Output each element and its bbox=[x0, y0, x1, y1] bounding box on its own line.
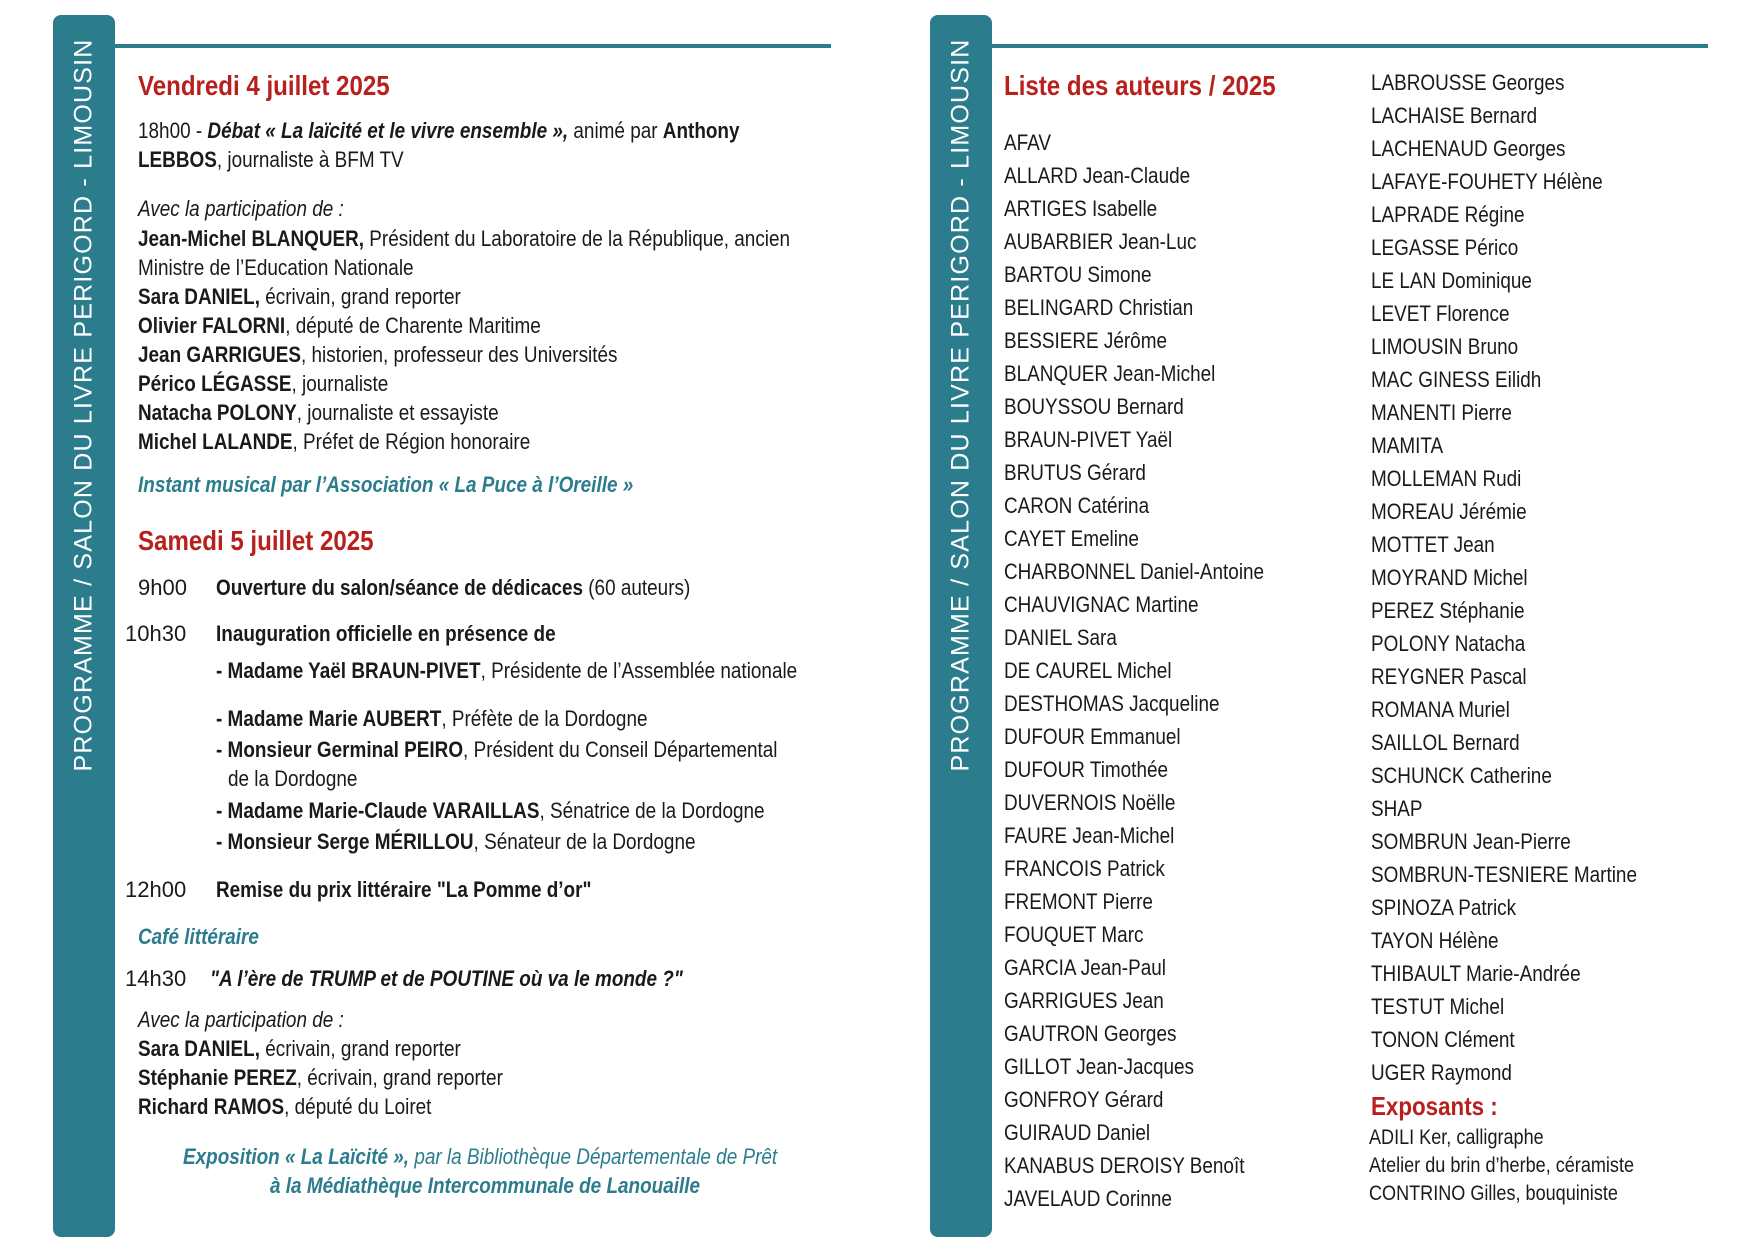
author-name: UGER Raymond bbox=[1371, 1060, 1512, 1085]
opening-line: Ouverture du salon/séance de dédicaces (60 auteurs) bbox=[216, 575, 691, 600]
author-name: JAVELAUD Corinne bbox=[1004, 1186, 1172, 1211]
author-name: SPINOZA Patrick bbox=[1371, 895, 1517, 920]
author-name: GUIRAUD Daniel bbox=[1004, 1120, 1151, 1145]
author-name: CHARBONNEL Daniel-Antoine bbox=[1004, 559, 1265, 584]
participant-line: Jean GARRIGUES, historien, professeur des Universités bbox=[138, 342, 618, 367]
participant-line: Natacha POLONY, journaliste et essayiste bbox=[138, 400, 499, 425]
sidebar-band bbox=[53, 15, 115, 1237]
author-name: BRUTUS Gérard bbox=[1004, 460, 1146, 485]
authors-column-2 bbox=[1371, 66, 1680, 1089]
debate-title: Débat « La laïcité et le vivre ensemble », bbox=[207, 118, 569, 143]
author-name: GONFROY Gérard bbox=[1004, 1087, 1164, 1112]
participant-line: Richard RAMOS, député du Loiret bbox=[138, 1094, 432, 1119]
author-name: MOREAU Jérémie bbox=[1371, 499, 1527, 524]
author-name: POLONY Natacha bbox=[1371, 631, 1526, 656]
moderator-name: Anthony bbox=[662, 118, 740, 143]
saturday-title: Samedi 5 juillet 2025 bbox=[138, 525, 374, 556]
author-name: LE LAN Dominique bbox=[1371, 268, 1532, 293]
author-name: ARTIGES Isabelle bbox=[1004, 196, 1158, 221]
talk-time: 14h30 bbox=[125, 966, 187, 991]
top-rule bbox=[115, 44, 831, 48]
author-name: GARCIA Jean-Paul bbox=[1004, 955, 1166, 980]
musical-interlude: Instant musical par l’Association « La Puce à l’Oreille » bbox=[138, 472, 634, 497]
exposants-title: Exposants : bbox=[1371, 1091, 1498, 1121]
author-name: TONON Clément bbox=[1371, 1027, 1515, 1052]
author-name: MOTTET Jean bbox=[1371, 532, 1495, 557]
opening-time: 9h00 bbox=[138, 575, 187, 600]
participant-line: Sara DANIEL, écrivain, grand reporter bbox=[138, 1036, 461, 1061]
author-name: DUVERNOIS Noëlle bbox=[1004, 790, 1176, 815]
friday-title: Vendredi 4 juillet 2025 bbox=[138, 70, 390, 101]
author-name: DESTHOMAS Jacqueline bbox=[1004, 691, 1220, 716]
author-name: SOMBRUN Jean-Pierre bbox=[1371, 829, 1571, 854]
author-name: BRAUN-PIVET Yaël bbox=[1004, 427, 1173, 452]
author-name: GILLOT Jean-Jacques bbox=[1004, 1054, 1195, 1079]
authors-column-1 bbox=[1004, 126, 1306, 1215]
prize-line: Remise du prix littéraire "La Pomme d’or" bbox=[216, 877, 592, 902]
author-name: DUFOUR Timothée bbox=[1004, 757, 1169, 782]
guest-line: - Monsieur Serge MÉRILLOU, Sénateur de la Dordogne bbox=[216, 829, 696, 854]
inauguration-time: 10h30 bbox=[125, 621, 187, 646]
author-name: BELINGARD Christian bbox=[1004, 295, 1194, 320]
author-name: SCHUNCK Catherine bbox=[1371, 763, 1552, 788]
participation-label: Avec la participation de : bbox=[138, 1007, 344, 1032]
author-name: CARON Catérina bbox=[1004, 493, 1150, 518]
author-name: TAYON Hélène bbox=[1371, 928, 1499, 953]
author-name: PEREZ Stéphanie bbox=[1371, 598, 1525, 623]
author-name: BLANQUER Jean-Michel bbox=[1004, 361, 1216, 386]
author-name: TESTUT Michel bbox=[1371, 994, 1505, 1019]
author-name: REYGNER Pascal bbox=[1371, 664, 1527, 689]
guest-line: - Madame Marie AUBERT, Préfète de la Dordogne bbox=[216, 706, 648, 731]
author-name: MANENTI Pierre bbox=[1371, 400, 1512, 425]
author-name: LACHAISE Bernard bbox=[1371, 103, 1538, 128]
moderator-line: LEBBOS, journaliste à BFM TV bbox=[138, 147, 404, 172]
participant-line: Jean-Michel BLANQUER, Président du Laboratoire de la République, ancien bbox=[138, 226, 791, 251]
author-name: MOYRAND Michel bbox=[1371, 565, 1528, 590]
author-name: GAUTRON Georges bbox=[1004, 1021, 1177, 1046]
participant-line: Périco LÉGASSE, journaliste bbox=[138, 371, 389, 396]
author-name: ALLARD Jean-Claude bbox=[1004, 163, 1191, 188]
author-name: SHAP bbox=[1371, 796, 1423, 821]
author-name: LAPRADE Régine bbox=[1371, 202, 1525, 227]
guest-line: - Madame Marie-Claude VARAILLAS, Sénatrice de la Dordogne bbox=[216, 798, 765, 823]
participant-line: Sara DANIEL, écrivain, grand reporter bbox=[138, 284, 461, 309]
author-name: LEGASSE Périco bbox=[1371, 235, 1519, 260]
participant-line: Olivier FALORNI, député de Charente Maritime bbox=[138, 313, 541, 338]
participation-label: Avec la participation de : bbox=[138, 196, 344, 221]
top-rule bbox=[992, 44, 1708, 48]
author-name: MAC GINESS Eilidh bbox=[1371, 367, 1542, 392]
author-name: FAURE Jean-Michel bbox=[1004, 823, 1175, 848]
participant-line: Michel LALANDE, Préfet de Région honoraire bbox=[138, 429, 531, 454]
author-name: ROMANA Muriel bbox=[1371, 697, 1510, 722]
exposant-item: ADILI Ker, calligraphe bbox=[1369, 1126, 1544, 1149]
author-name: AUBARBIER Jean-Luc bbox=[1004, 229, 1197, 254]
author-name: LABROUSSE Georges bbox=[1371, 70, 1565, 95]
author-name: SOMBRUN-TESNIERE Martine bbox=[1371, 862, 1637, 887]
author-name: CHAUVIGNAC Martine bbox=[1004, 592, 1199, 617]
participant-line: Stéphanie PEREZ, écrivain, grand reporter bbox=[138, 1065, 503, 1090]
author-name: GARRIGUES Jean bbox=[1004, 988, 1164, 1013]
author-name: DUFOUR Emmanuel bbox=[1004, 724, 1181, 749]
author-name: BOUYSSOU Bernard bbox=[1004, 394, 1184, 419]
authors-title: Liste des auteurs / 2025 bbox=[1004, 70, 1276, 101]
author-name: BESSIERE Jérôme bbox=[1004, 328, 1167, 353]
exposition-line-2: à la Médiathèque Intercommunale de Lanouaille bbox=[270, 1173, 701, 1198]
sidebar-title: PROGRAMME / SALON DU LIVRE PERIGORD - LIMOUSIN bbox=[946, 38, 975, 772]
talk-title: "A l’ère de TRUMP et de POUTINE où va le monde ?" bbox=[210, 966, 683, 991]
author-name: LEVET Florence bbox=[1371, 301, 1510, 326]
author-name: LIMOUSIN Bruno bbox=[1371, 334, 1519, 359]
sidebar-band bbox=[930, 15, 992, 1237]
prize-time: 12h00 bbox=[125, 877, 187, 902]
author-name: LAFAYE-FOUHETY Hélène bbox=[1371, 169, 1603, 194]
exposition-line-1: Exposition « La Laïcité », par la Bibliothèque Départementale de Prêt bbox=[183, 1144, 778, 1169]
cafe-litteraire: Café littéraire bbox=[138, 924, 259, 949]
sidebar-title: PROGRAMME / SALON DU LIVRE PERIGORD - LIMOUSIN bbox=[69, 38, 98, 772]
author-name: KANABUS DEROISY Benoît bbox=[1004, 1153, 1245, 1178]
author-name: MOLLEMAN Rudi bbox=[1371, 466, 1522, 491]
guest-line: - Monsieur Germinal PEIRO, Président du Conseil Départemental bbox=[216, 737, 778, 762]
debate-line: 18h00 - Débat « La laïcité et le vivre ensemble », animé par Anthony bbox=[138, 118, 740, 143]
author-name: LACHENAUD Georges bbox=[1371, 136, 1566, 161]
inauguration-line: Inauguration officielle en présence de bbox=[216, 621, 556, 646]
participant-line: Ministre de l’Education Nationale bbox=[138, 255, 414, 280]
author-name: FRANCOIS Patrick bbox=[1004, 856, 1165, 881]
authors-page bbox=[877, 0, 1754, 1240]
author-name: FREMONT Pierre bbox=[1004, 889, 1153, 914]
author-name: AFAV bbox=[1004, 130, 1051, 155]
guest-line: - Madame Yaël BRAUN-PIVET, Présidente de l’Assemblée nationale bbox=[216, 658, 798, 683]
guest-line: de la Dordogne bbox=[228, 766, 358, 791]
exposant-item: Atelier du brin d’herbe, céramiste bbox=[1369, 1154, 1635, 1177]
author-name: THIBAULT Marie-Andrée bbox=[1371, 961, 1581, 986]
author-name: BARTOU Simone bbox=[1004, 262, 1152, 287]
author-name: CAYET Emeline bbox=[1004, 526, 1139, 551]
exposant-item: CONTRINO Gilles, bouquiniste bbox=[1369, 1182, 1618, 1205]
author-name: FOUQUET Marc bbox=[1004, 922, 1144, 947]
author-name: SAILLOL Bernard bbox=[1371, 730, 1520, 755]
author-name: DANIEL Sara bbox=[1004, 625, 1117, 650]
author-name: MAMITA bbox=[1371, 433, 1444, 458]
author-name: DE CAUREL Michel bbox=[1004, 658, 1172, 683]
